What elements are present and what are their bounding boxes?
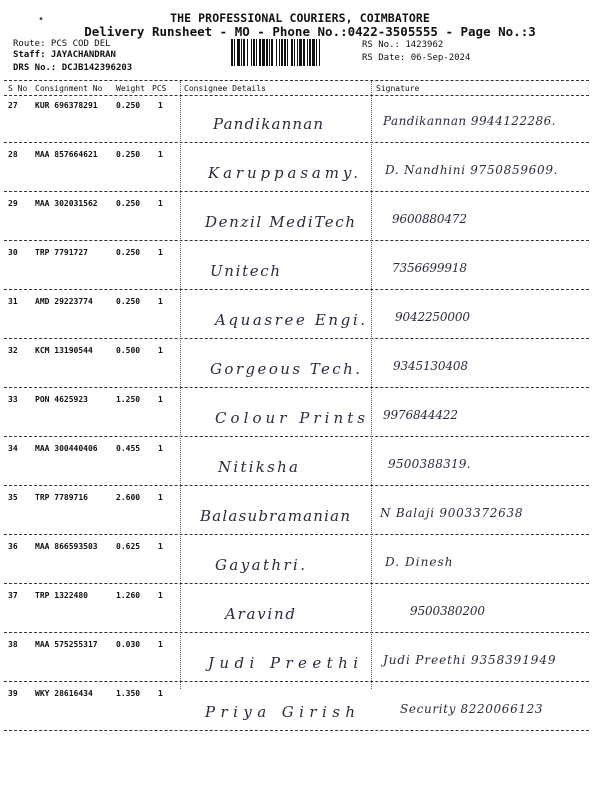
row-consignment-no: AMD 29223774 (35, 297, 93, 306)
row-pcs: 1 (158, 199, 163, 208)
row-consignment-no: TRP 7791727 (35, 248, 88, 257)
handwritten-consignee: Priya Girish (205, 703, 355, 721)
handwritten-consignee: Gorgeous Tech. (210, 360, 360, 378)
row-pcs: 1 (158, 640, 163, 649)
row-pcs: 1 (158, 150, 163, 159)
handwritten-consignee: Pandikannan (213, 115, 323, 133)
rs-date: RS Date: 06-Sep-2024 (362, 53, 471, 63)
row-consignment-no: MAA 866593503 (35, 542, 98, 551)
barcode-bar (312, 39, 315, 66)
row-sno: 30 (8, 248, 18, 257)
route-label: Route: PCS COD DEL (13, 39, 111, 49)
row-pcs: 1 (158, 297, 163, 306)
row-pcs: 1 (158, 248, 163, 257)
barcode-bar (284, 39, 286, 66)
row-divider (4, 485, 589, 486)
handwritten-signature: 7356699918 (392, 261, 467, 275)
col-header-weight: Weight (116, 84, 145, 93)
rs-number: RS No.: 1423962 (362, 40, 444, 50)
barcode-bar (316, 39, 317, 66)
handwritten-consignee: Unitech (210, 262, 280, 280)
row-weight: 0.455 (116, 444, 141, 453)
barcode-bar (269, 39, 270, 66)
row-divider (4, 436, 589, 437)
row-weight: 0.250 (116, 101, 141, 110)
row-sno: 32 (8, 346, 18, 355)
row-pcs: 1 (158, 542, 163, 551)
row-consignment-no: TRP 7789716 (35, 493, 88, 502)
handwritten-signature: 9600880472 (392, 212, 467, 226)
row-divider (4, 632, 589, 633)
barcode-bar (247, 39, 248, 66)
col-header-consignee: Consignee Details (184, 84, 266, 93)
handwritten-signature: 9500380200 (410, 604, 485, 618)
handwritten-consignee: Judi Preethi (208, 654, 358, 672)
handwritten-consignee: Gayathri. (215, 556, 305, 574)
row-consignment-no: MAA 302031562 (35, 199, 98, 208)
row-divider (4, 583, 589, 584)
row-divider (4, 191, 589, 192)
barcode-bar (309, 39, 311, 66)
row-weight: 1.260 (116, 591, 141, 600)
row-divider (4, 681, 589, 682)
barcode-bar (241, 39, 242, 66)
barcode-bar (307, 39, 308, 66)
row-divider (4, 240, 589, 241)
row-pcs: 1 (158, 395, 163, 404)
row-sno: 34 (8, 444, 18, 453)
handwritten-signature: 9042250000 (395, 310, 470, 324)
runsheet-subtitle: Delivery Runsheet - MO - Phone No.:0422-3505555 - Page No.:3 (84, 24, 536, 39)
row-divider (4, 387, 589, 388)
barcode-bar (243, 39, 245, 66)
barcode-icon (231, 39, 355, 66)
barcode-bar (259, 39, 261, 66)
column-divider (371, 81, 372, 689)
row-consignment-no: PON 4625923 (35, 395, 88, 404)
scan-mark: • (38, 14, 45, 25)
row-sno: 33 (8, 395, 18, 404)
row-sno: 31 (8, 297, 18, 306)
row-divider (4, 289, 589, 290)
handwritten-signature: Judi Preethi 9358391949 (383, 653, 556, 667)
barcode-bar (256, 39, 257, 66)
row-pcs: 1 (158, 591, 163, 600)
row-weight: 0.250 (116, 199, 141, 208)
row-consignment-no: MAA 575255317 (35, 640, 98, 649)
row-pcs: 1 (158, 101, 163, 110)
table-header-rule (4, 95, 589, 96)
row-weight: 1.250 (116, 395, 141, 404)
handwritten-signature: Pandikannan 9944122286. (383, 114, 556, 128)
row-sno: 36 (8, 542, 18, 551)
row-consignment-no: TRP 1322480 (35, 591, 88, 600)
row-consignment-no: MAA 300440406 (35, 444, 98, 453)
col-header-sno: S No (8, 84, 28, 93)
handwritten-signature: D. Nandhini 9750859609. (385, 163, 558, 177)
handwritten-consignee: Denzil MediTech (205, 213, 355, 231)
staff-label: Staff: JAYACHANDRAN (13, 50, 116, 60)
row-consignment-no: MAA 857664621 (35, 150, 98, 159)
row-pcs: 1 (158, 493, 163, 502)
company-title: THE PROFESSIONAL COURIERS, COIMBATORE (170, 11, 430, 25)
row-weight: 0.500 (116, 346, 141, 355)
handwritten-signature: 9500388319. (388, 457, 471, 471)
barcode-bar (271, 39, 273, 66)
row-consignment-no: WKY 28616434 (35, 689, 93, 698)
barcode-bar (266, 39, 268, 66)
barcode-bar (251, 39, 252, 66)
row-divider (4, 730, 589, 731)
barcode-bar (299, 39, 302, 66)
row-weight: 0.030 (116, 640, 141, 649)
row-sno: 27 (8, 101, 18, 110)
barcode-bar (234, 39, 235, 66)
barcode-bar (303, 39, 305, 66)
barcode-bar (262, 39, 265, 66)
handwritten-consignee: Karuppasamy. (208, 164, 358, 182)
handwritten-signature: 9976844422 (383, 408, 458, 422)
barcode-bar (253, 39, 255, 66)
col-header-consignment: Consignment No (35, 84, 103, 93)
table-top-rule (4, 80, 589, 81)
row-sno: 35 (8, 493, 18, 502)
barcode-bar (297, 39, 298, 66)
barcode-bar (287, 39, 288, 66)
handwritten-consignee: Balasubramanian (200, 507, 350, 525)
barcode-bar (294, 39, 295, 66)
row-divider (4, 142, 589, 143)
barcode-bar (231, 39, 233, 66)
row-sno: 39 (8, 689, 18, 698)
handwritten-consignee: Aravind (225, 605, 295, 623)
row-weight: 0.250 (116, 248, 141, 257)
handwritten-signature: 9345130408 (393, 359, 468, 373)
row-sno: 38 (8, 640, 18, 649)
barcode-bar (319, 39, 320, 66)
handwritten-signature: N Balaji 9003372638 (380, 506, 523, 520)
handwritten-consignee: Colour Prints (215, 409, 365, 427)
row-consignment-no: KCM 13190544 (35, 346, 93, 355)
barcode-bar (281, 39, 283, 66)
row-divider (4, 338, 589, 339)
row-weight: 0.625 (116, 542, 141, 551)
handwritten-consignee: Aquasree Engi. (215, 311, 365, 329)
col-header-pcs: PCS (152, 84, 167, 93)
handwritten-signature: D. Dinesh (385, 555, 453, 569)
row-pcs: 1 (158, 444, 163, 453)
row-sno: 28 (8, 150, 18, 159)
col-header-signature: Signature (376, 84, 420, 93)
barcode-bar (279, 39, 280, 66)
row-consignment-no: KUR 696378291 (35, 101, 98, 110)
row-weight: 0.250 (116, 297, 141, 306)
row-pcs: 1 (158, 689, 163, 698)
row-divider (4, 534, 589, 535)
drs-number: DRS No.: DCJB142396203 (13, 63, 133, 73)
barcode-bar (237, 39, 240, 66)
row-weight: 2.600 (116, 493, 141, 502)
row-weight: 1.350 (116, 689, 141, 698)
handwritten-signature: Security 8220066123 (400, 702, 543, 716)
column-divider (180, 81, 181, 689)
barcode-bar (276, 39, 277, 66)
barcode-bar (291, 39, 293, 66)
row-sno: 37 (8, 591, 18, 600)
row-weight: 0.250 (116, 150, 141, 159)
row-pcs: 1 (158, 346, 163, 355)
handwritten-consignee: Nitiksha (218, 458, 298, 476)
row-sno: 29 (8, 199, 18, 208)
